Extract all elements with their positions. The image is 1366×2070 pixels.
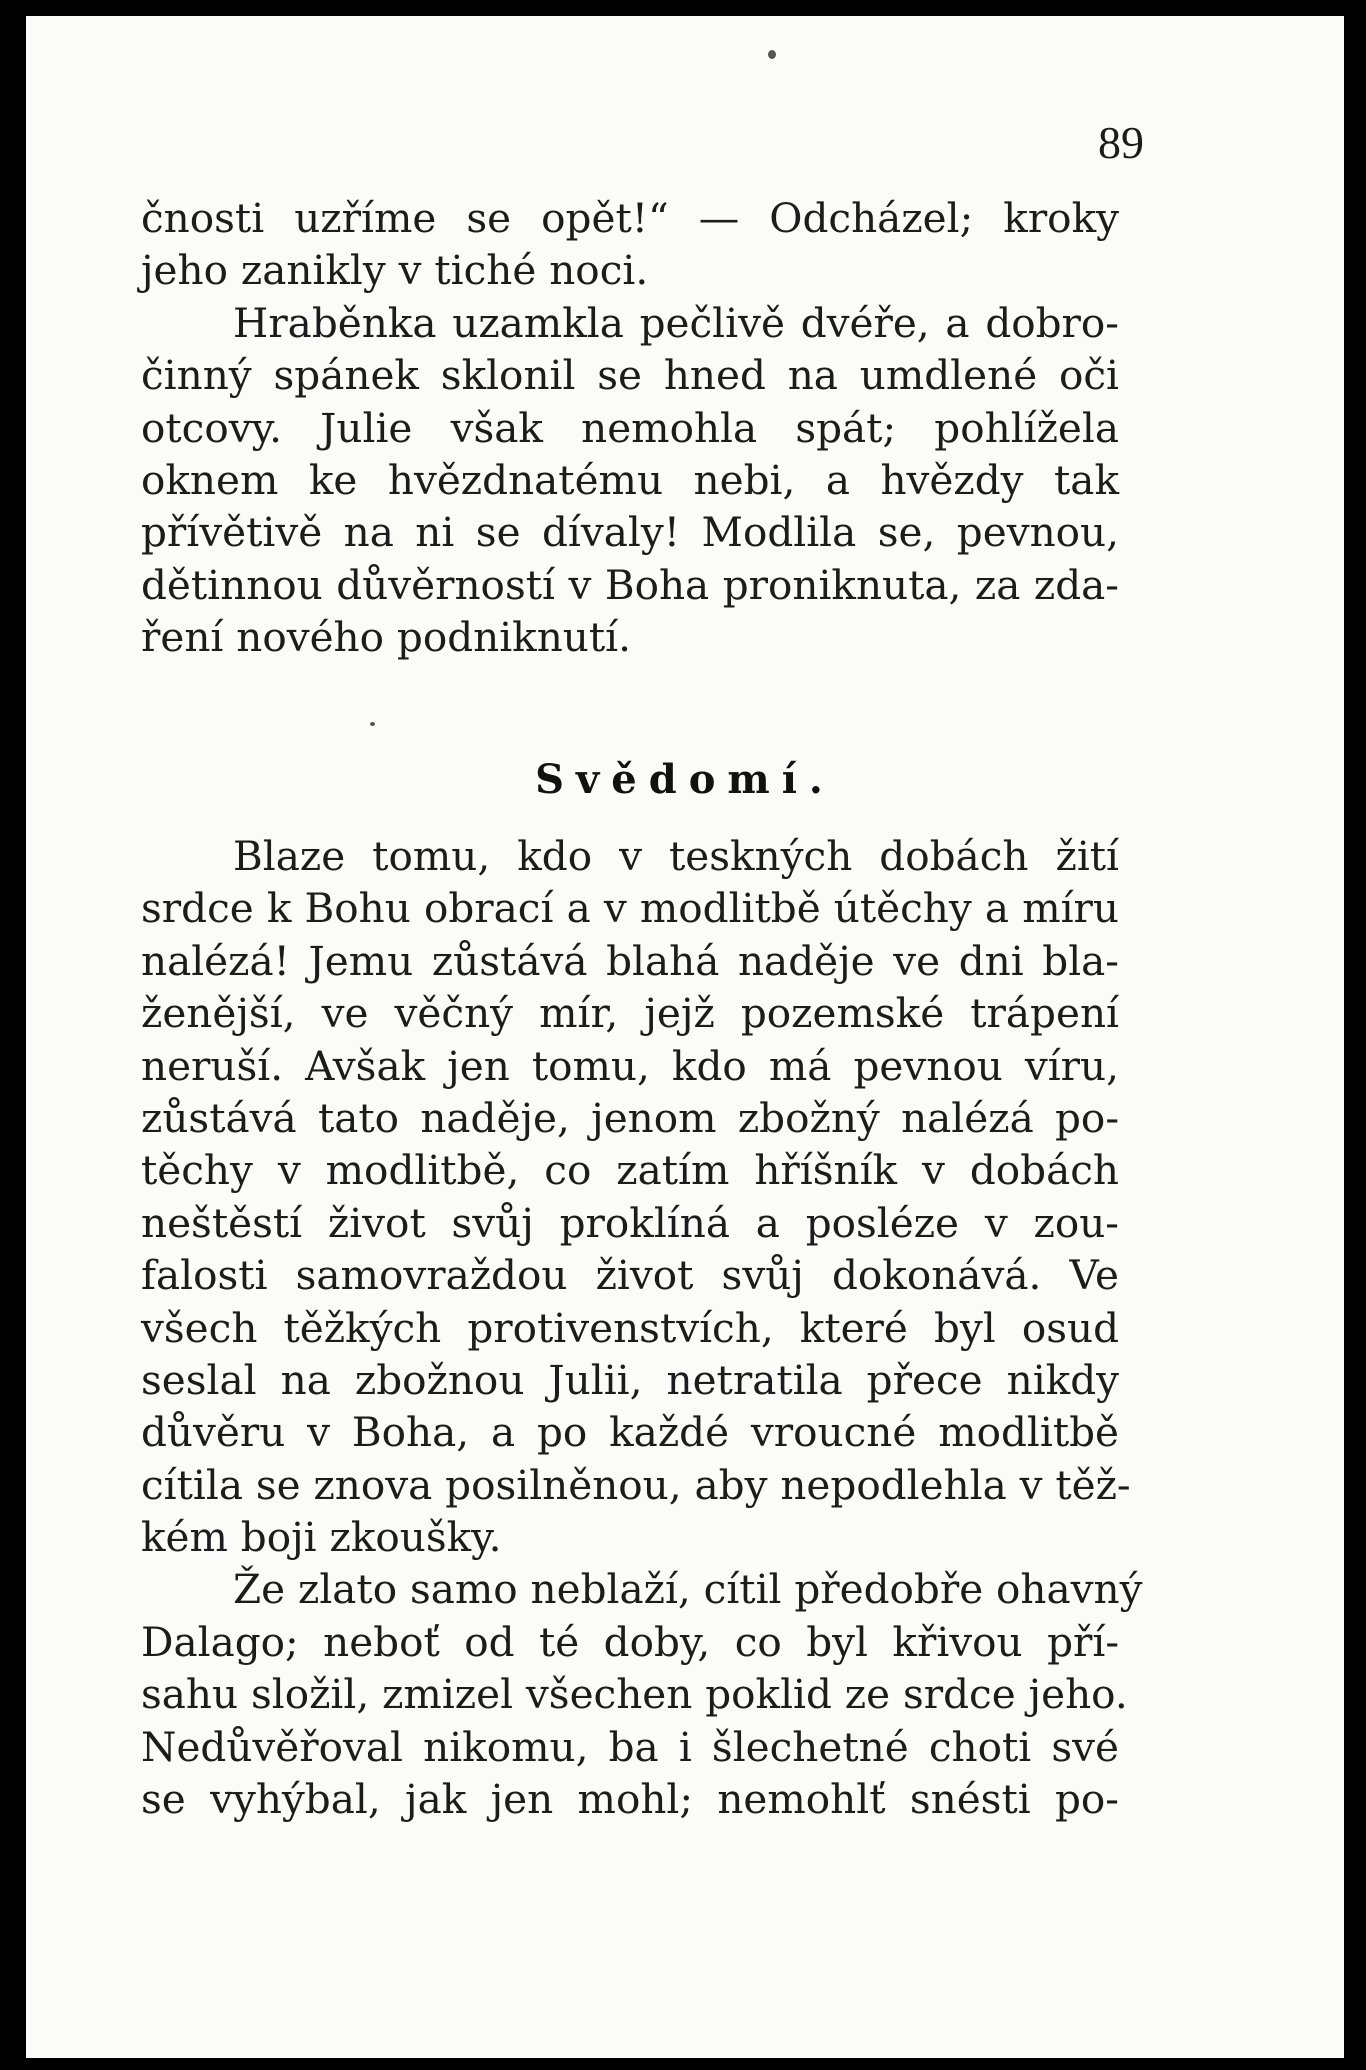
text-line: Blaze tomu, kdo v teskných dobách žití bbox=[233, 832, 1119, 880]
text-line: Dalago; neboť od té doby, co byl křivou pří- bbox=[141, 1617, 1119, 1666]
text-line: zůstává tato naděje, jenom zbožný nalézá po- bbox=[141, 1093, 1119, 1142]
text-line: Hraběnka uzamkla pečlivě dvéře, a dobro- bbox=[233, 298, 1119, 347]
text-line: se vyhýbal, jak jen mohl; nemohlť snésti po- bbox=[141, 1775, 1119, 1824]
text-line: důvěru v Boha, a po každé vroucné modlitbě bbox=[141, 1408, 1119, 1457]
text-line: Že zlato samo neblaží, cítil předobře ohavný bbox=[233, 1565, 1143, 1614]
text-block-top bbox=[141, 192, 1119, 664]
page-number: 89 bbox=[1098, 117, 1144, 168]
text-line: těchy v modlitbě, co zatím hříšník v dobách bbox=[141, 1146, 1119, 1195]
section-heading: Svědomí. bbox=[535, 756, 835, 803]
ink-speck bbox=[370, 722, 375, 726]
text-line: Nedůvěřoval nikomu, ba i šlechetné choti své bbox=[141, 1722, 1119, 1771]
text-line: přívětivě na ni se dívaly! Modlila se, pevnou, bbox=[141, 508, 1119, 557]
text-line: ření nového podniknutí. bbox=[141, 613, 631, 662]
text-line: kém boji zkoušky. bbox=[141, 1513, 502, 1562]
text-line: srdce k Bohu obrací a v modlitbě útěchy a míru bbox=[141, 884, 1119, 933]
paragraph-3 bbox=[141, 830, 1131, 1563]
text-line: jeho zanikly v tiché noci. bbox=[141, 246, 649, 295]
text-line: čnosti uzříme se opět!“ — Odcházel; kroky bbox=[141, 194, 1119, 242]
text-line: cítila se znova posilněnou, aby nepodlehla v těž- bbox=[141, 1460, 1131, 1509]
text-line: neštěstí život svůj proklíná a posléze v zou- bbox=[141, 1198, 1119, 1247]
text-line: falosti samovraždou život svůj dokonává. Ve bbox=[141, 1251, 1119, 1300]
text-line: činný spánek sklonil se hned na umdlené oči bbox=[141, 351, 1119, 400]
text-block-bottom bbox=[141, 830, 1143, 1825]
text-line: seslal na zbožnou Julii, netratila přece nikdy bbox=[141, 1355, 1119, 1404]
text-line: dětinnou důvěrností v Boha proniknuta, za zda- bbox=[141, 560, 1119, 609]
paragraph-2 bbox=[141, 297, 1119, 664]
text-line: ženější, ve věčný mír, jejž pozemské trápení bbox=[141, 989, 1119, 1038]
text-line: všech těžkých protivenstvích, které byl osud bbox=[141, 1303, 1119, 1352]
text-line: neruší. Avšak jen tomu, kdo má pevnou víru, bbox=[141, 1041, 1119, 1090]
book-page bbox=[26, 16, 1344, 2058]
paragraph-4 bbox=[141, 1563, 1143, 1825]
text-line: otcovy. Julie však nemohla spát; pohlížela bbox=[141, 403, 1119, 452]
ink-speck bbox=[768, 50, 776, 59]
text-line: nalézá! Jemu zůstává blahá naděje ve dni bla- bbox=[141, 936, 1119, 985]
paragraph-1 bbox=[141, 192, 1119, 297]
text-line: sahu složil, zmizel všechen poklid ze srdce jeho. bbox=[141, 1670, 1128, 1719]
text-line: oknem ke hvězdnatému nebi, a hvězdy tak bbox=[141, 455, 1119, 504]
